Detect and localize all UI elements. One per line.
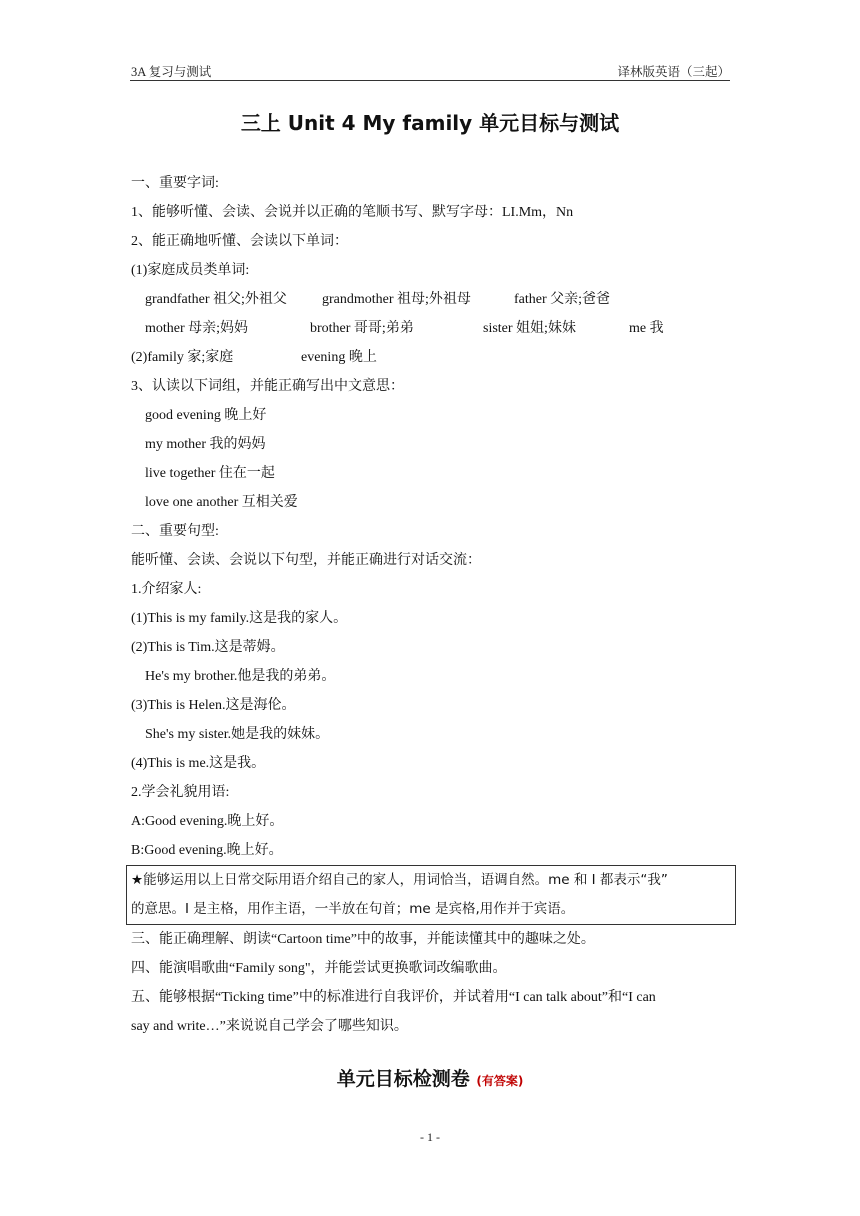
body-line: 2、能正确地听懂、会读以下单词： xyxy=(131,234,348,249)
section-heading: 一、重要字词: xyxy=(131,176,219,191)
vocab-row xyxy=(131,285,731,314)
body-line: 四、能演唱歌曲“Family song"，并能尝试更换歌词改编歌曲。 xyxy=(131,961,507,976)
vocab-item: me 我 xyxy=(629,321,664,336)
phrase-item: live together 住在一起 xyxy=(145,466,275,481)
sentence-line: (2)This is Tim.这是蒂姆。 xyxy=(131,640,285,655)
sentence-line: A:Good evening.晚上好。 xyxy=(131,814,284,829)
vocab-row xyxy=(131,343,731,372)
vocab-item: evening 晚上 xyxy=(301,350,377,365)
vocab-item: mother 母亲;妈妈 xyxy=(145,321,249,336)
vocab-item: grandmother 祖母;外祖母 xyxy=(322,292,471,307)
body-line: (1)家庭成员类单词: xyxy=(131,263,250,278)
vocab-item: (2)family 家;家庭 xyxy=(131,350,234,365)
body-line: 2.学会礼貌用语: xyxy=(131,785,230,800)
page-title: 三上 Unit 4 My family 单元目标与测试 xyxy=(240,111,620,135)
document-body xyxy=(131,169,731,1041)
section-title-note: (有答案) xyxy=(476,1074,524,1088)
vocab-item: grandfather 祖父;外祖父 xyxy=(145,292,287,307)
sentence-line: He's my brother.他是我的弟弟。 xyxy=(145,669,336,684)
header-divider xyxy=(130,80,730,81)
sentence-line: (3)This is Helen.这是海伦。 xyxy=(131,698,296,713)
vocab-item: sister 姐姐;妹妹 xyxy=(483,321,576,336)
body-line: 3、认读以下词组，并能正确写出中文意思： xyxy=(131,379,404,394)
body-line: 能听懂、会读、会说以下句型，并能正确进行对话交流： xyxy=(131,553,481,568)
phrase-item: love one another 互相关爱 xyxy=(145,495,298,510)
body-line: 五、能够根据“Ticking time”中的标准进行自我评价，并试着用“I can talk about”和“I can xyxy=(131,990,656,1005)
note-line: 的意思。I 是主格，用作主语，一半放在句首；me 是宾格,用作并于宾语。 xyxy=(131,901,575,917)
body-line: 1.介绍家人: xyxy=(131,582,202,597)
page-number: - 1 - xyxy=(420,1130,440,1144)
phrase-item: good evening 晚上好 xyxy=(145,408,267,423)
note-line: ★能够运用以上日常交际用语介绍自己的家人，用词恰当，语调自然。me 和 I 都表示“我” xyxy=(131,872,668,888)
sentence-line: (4)This is me.这是我。 xyxy=(131,756,266,771)
header-left-text: 3A 复习与测试 xyxy=(131,65,212,79)
sentence-line: (1)This is my family.这是我的家人。 xyxy=(131,611,348,626)
section-heading: 二、重要句型: xyxy=(131,524,219,539)
body-line: 三、能正确理解、朗读“Cartoon time”中的故事，并能读懂其中的趣味之处。 xyxy=(131,932,595,947)
note-box xyxy=(126,865,736,925)
body-line: say and write…”来说说自己学会了哪些知识。 xyxy=(131,1019,408,1034)
phrase-item: my mother 我的妈妈 xyxy=(145,437,266,452)
header-right-text: 译林版英语（三起） xyxy=(617,65,730,79)
vocab-item: brother 哥哥;弟弟 xyxy=(310,321,414,336)
body-line: 1、能够听懂、会读、会说并以正确的笔顺书写、默写字母：LI.Mm，Nn xyxy=(131,205,574,220)
vocab-item: father 父亲;爸爸 xyxy=(514,292,611,307)
sentence-line: She's my sister.她是我的妹妹。 xyxy=(145,727,330,742)
sentence-line: B:Good evening.晚上好。 xyxy=(131,843,283,858)
section-title-text: 单元目标检测卷 xyxy=(336,1068,470,1090)
section-title xyxy=(0,1064,860,1091)
vocab-row xyxy=(131,314,731,343)
